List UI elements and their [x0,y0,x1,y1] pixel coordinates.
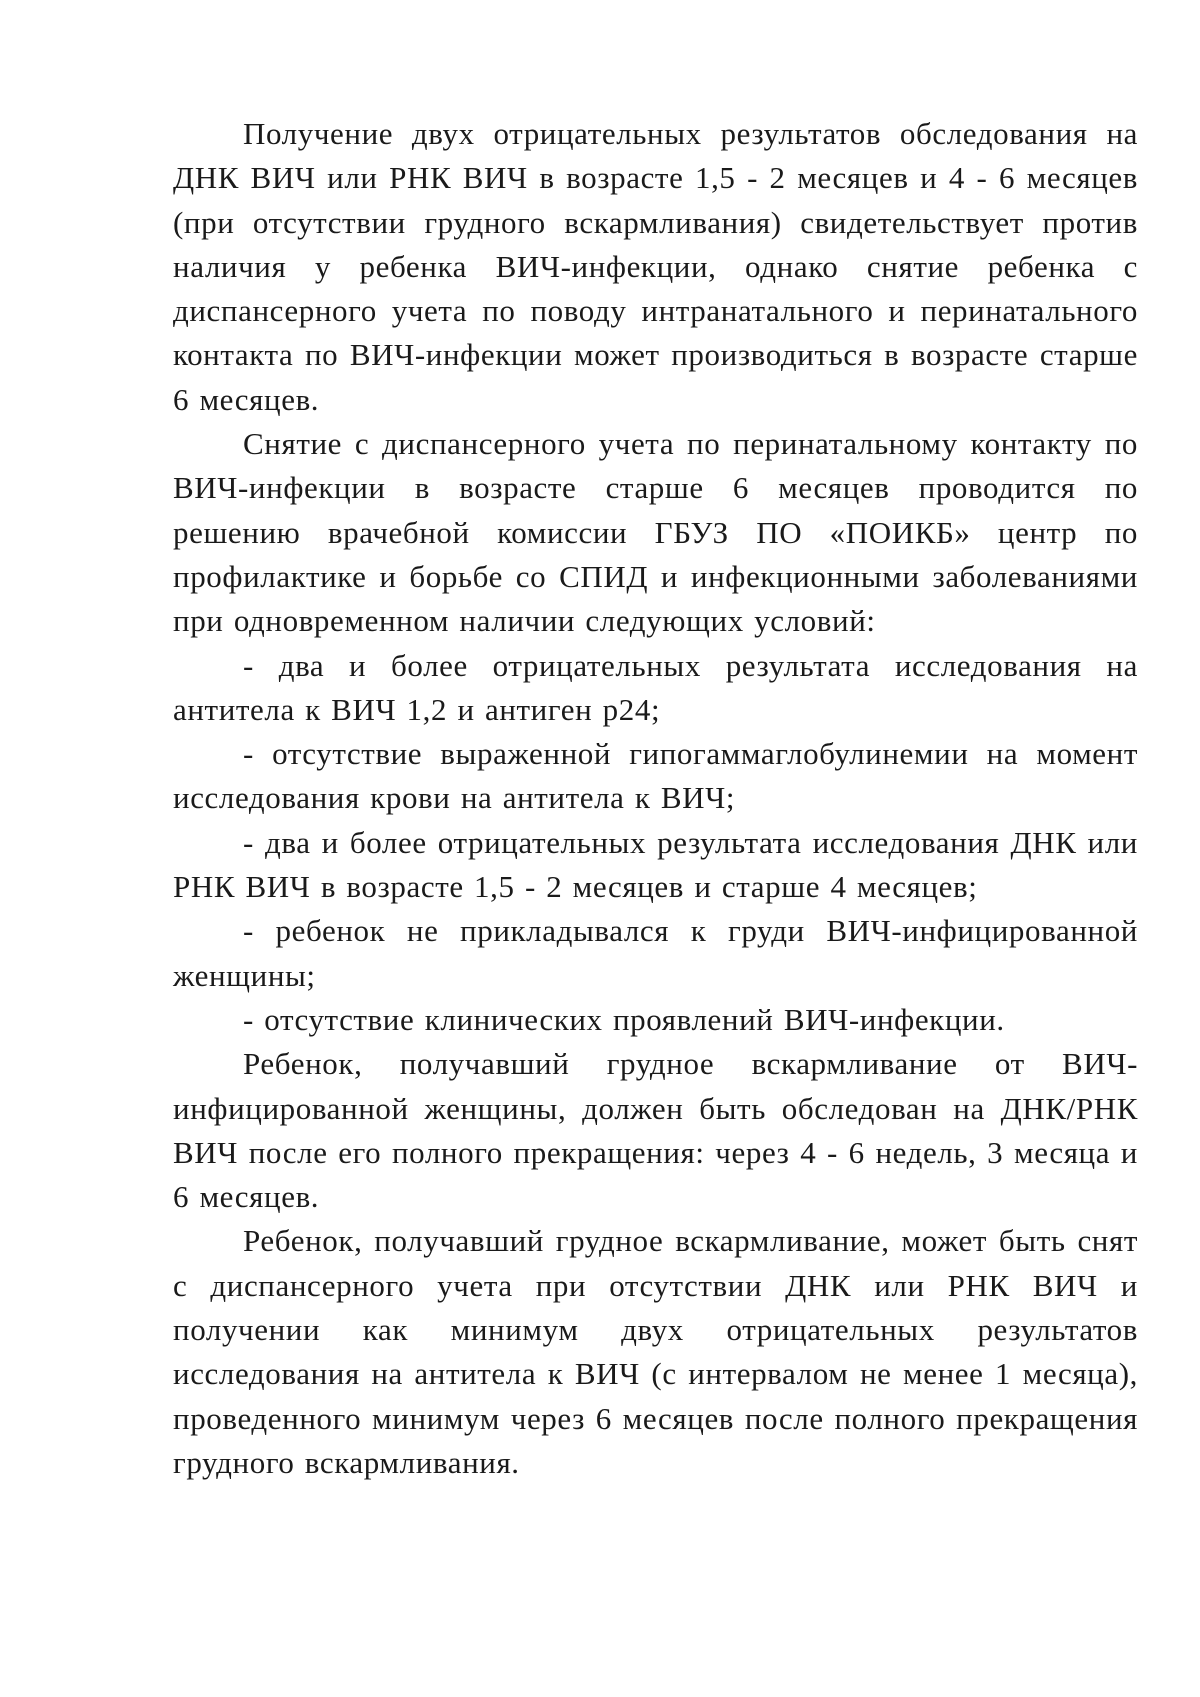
condition-dna-rna-tests: - два и более отрицательных результата исследования ДНК или РНК ВИЧ в возрасте 1,5 - 2 месяцев и старше 4 месяцев; [173,824,1138,905]
condition-no-breastfeeding: - ребенок не прикладывался к груди ВИЧ-инфицированной женщины; [173,913,1138,993]
paragraph-breastfed-child-deregistration: Ребенок, получавший грудное вскармливание, может быть снят с диспансерного учета при отсутствии ДНК или РНК ВИЧ и получении как минимум двух отрицательных результатов исследования на антитела к ВИЧ (с интервалом не менее 1 месяца), проведенного минимум через 6 месяцев после полного прекращения грудного вскармливания. [173,1223,1138,1480]
paragraph-hiv-test-results: Получение двух отрицательных результатов обследования на ДНК ВИЧ или РНК ВИЧ в возрасте 1,5 - 2 месяцев и 4 - 6 месяцев (при отсутствии грудного вскармливания) свидетельствует против наличия у ребенка ВИЧ-инфекции, однако снятие ребенка с диспансерного учета по поводу интранатального и перинатального контакта по ВИЧ-инфекции может производиться в возрасте старше 6 месяцев. [173,116,1138,417]
condition-antibody-tests: - два и более отрицательных результата исследования на антитела к ВИЧ 1,2 и антиген р24; [173,647,1138,727]
document-body [173,112,1138,1485]
condition-no-clinical-signs: - отсутствие клинических проявлений ВИЧ-инфекции. [243,1001,1005,1037]
paragraph-deregistration-conditions: Снятие с диспансерного учета по перинатальному контакту по ВИЧ-инфекции в возрасте старше 6 месяцев проводится по решению врачебной комиссии ГБУЗ ПО «ПОИКБ» центр по профилактике и борьбе со СПИД и инфекционными заболеваниями при одновременном наличии следующих условий: [173,426,1138,639]
paragraph-breastfed-child-testing: Ребенок, получавший грудное вскармливание от ВИЧ-инфицированной женщины, должен быть обследован на ДНК/РНК ВИЧ после его полного прекращения: через 4 - 6 недель, 3 месяца и 6 месяцев. [173,1046,1138,1215]
condition-no-hypogammaglobulinemia: - отсутствие выраженной гипогаммаглобулинемии на момент исследования крови на антитела к ВИЧ; [173,736,1138,816]
